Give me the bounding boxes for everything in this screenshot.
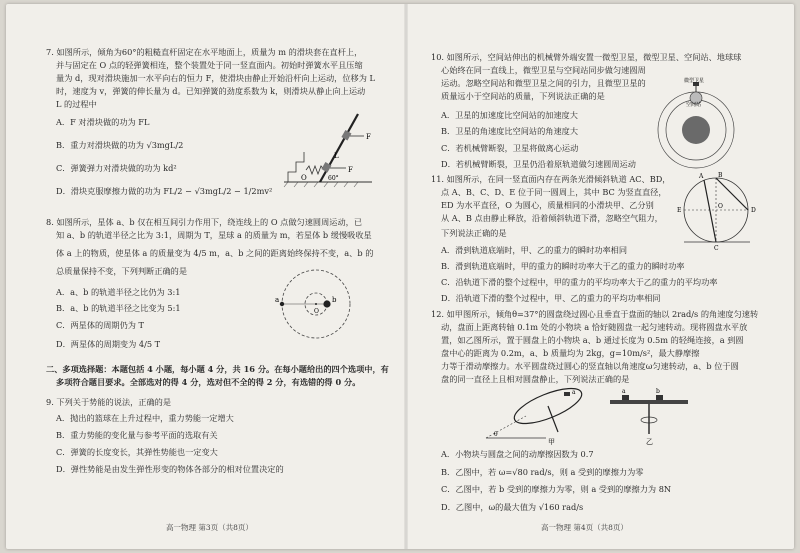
q7-line: 并与固定在 O 点的轻弹簧相连，整个装置处于同一竖直面内。初始时弹簧水平且压缩: [56, 60, 363, 70]
right-page-footer: 高一物理 第4页（共8页）: [541, 523, 628, 532]
q11-option-a: A．滑到轨道底端时，甲、乙的重力的瞬时功率相同: [441, 245, 628, 255]
q7-line: 量为 d，现对滑块施加一水平向右的恒力 F，使滑块由静止开始沿杆向上运动，位移为 L: [56, 73, 375, 83]
q8-figure: [272, 266, 362, 346]
q9-option-a: A．抛出的篮球在上升过程中，重力势能一定增大: [56, 413, 234, 423]
q9-stem: 9. 下列关于势能的说法，正确的是: [46, 397, 172, 407]
q8-option-b: B．a、b 的轨道半径之比变为 5:1: [56, 303, 181, 313]
section-two-heading: 二、多项选择题：本题包括 4 小题，每小题 4 分，共 16 分。在每小题给出的四个选项中，有: [46, 364, 389, 374]
angle-label: θ: [494, 431, 498, 438]
q10-line: 运动。忽略空间站和微型卫星之间的引力，且微型卫星的: [441, 78, 646, 88]
q9-option-c: C．弹簧的长度变长，其弹性势能也一定变大: [56, 447, 218, 457]
q11-line: 从 A、B 点由静止释放，沿着倾斜轨道下滑，忽略空气阻力，: [441, 213, 663, 223]
block-label: a: [622, 388, 626, 395]
q8-option-c: C．两星体的周期仍为 T: [56, 320, 145, 330]
q12-option-b: B．乙图中，若 ω=√80 rad/s，则 a 受到的摩擦力为零: [441, 467, 644, 477]
q12-line: 12. 如甲图所示，倾角θ=37°的圆盘绕过圆心且垂直于盘面的轴以 2rad/s 的角速度匀速转: [431, 309, 759, 319]
q7-option-d: D．滑块克服摩擦力做的功为 FL/2 − √3mgL/2 − 1/2mv²: [56, 186, 273, 196]
point-label: B: [718, 172, 723, 179]
q7-option-b: B．重力对滑块做的功为 √3mgL/2: [56, 140, 184, 150]
point-o-label: O: [314, 308, 319, 315]
displacement-label: L: [334, 152, 339, 160]
q12-line: 置，如乙图所示，置于圆盘上的小物块 a、b 通过长度为 0.5m 的轻绳连接，a 到圆: [441, 335, 744, 345]
force-label: F: [366, 133, 371, 141]
q10-option-d: D．若机械臂断裂，卫星仍沿着原轨道做匀速圆周运动: [441, 159, 636, 169]
q8-option-d: D．两星体的周期变为 4/5 T: [56, 339, 161, 349]
point-label: A: [699, 173, 704, 180]
q8-option-a: A．a、b 的轨道半径之比仍为 3:1: [56, 287, 181, 297]
q10-option-c: C．若机械臂断裂，卫星将做离心运动: [441, 143, 579, 153]
q11-figure: [674, 172, 764, 252]
q11-line: ED 为水平直径，O 为圆心，质量相同的小滑块甲、乙分别: [441, 200, 654, 210]
q11-line: 11. 如图所示，在同一竖直面内存在两条光滑倾斜轨道 AC、BD，: [431, 174, 671, 184]
block-label: a: [572, 389, 576, 396]
q8-line: 知 a、b 的轨道半径之比为 3:1，周期为 T，星球 a 的质量为 m，若星体 b 缓慢吸收星: [56, 230, 372, 240]
q7-figure: [284, 106, 374, 191]
page-fold: [404, 4, 408, 549]
q7-line: L 的过程中: [56, 99, 97, 109]
q12-line: 盘的同一直径上且相对圆盘静止，下列说法正确的是: [441, 374, 630, 384]
q7-option-c: C．弹簧弹力对滑块做的功为 kd²: [56, 163, 177, 173]
satellite-label: 微型卫星: [684, 78, 705, 84]
q10-option-a: A．卫星的加速度比空间站的加速度大: [441, 110, 578, 120]
q12-figure-a: [486, 382, 596, 444]
q12-option-c: C．乙图中，若 b 受到的摩擦力为零，则 a 受到的摩擦力为 8N: [441, 484, 672, 494]
q8-line: 总质量保持不变，下列判断正确的是: [56, 266, 188, 276]
point-label: D: [751, 207, 756, 214]
q8-line: 8. 如图所示，星体 a、b 仅在相互间引力作用下，绕连线上的 O 点做匀速圆周运动，已: [46, 217, 363, 227]
q11-line: 点 A、B、C、D、E 位于同一圆周上，其中 BC 为竖直直径，: [441, 187, 667, 197]
angle-label: 60°: [328, 175, 339, 182]
block-label: b: [656, 388, 660, 395]
q12-line: 动，盘面上距离转轴 0.1m 处的小物块 a 恰好随圆盘一起匀速转动。现将圆盘水平放: [441, 322, 748, 332]
force-label: F: [348, 166, 353, 174]
q9-option-d: D．弹性势能是由发生弹性形变的物体各部分的相对位置决定的: [56, 464, 284, 474]
q11-option-b: B．滑到轨道底端时，甲的重力的瞬时功率大于乙的重力的瞬时功率: [441, 261, 685, 271]
station-label: 空间站: [686, 102, 702, 108]
point-o-label: O: [301, 174, 307, 182]
q10-line: 心始终在同一直线上，微型卫星与空间站同步做匀速圆周: [441, 65, 646, 75]
star-b-label: b: [332, 296, 337, 304]
q8-line: 体 a 上的物质，使星体 a 的质量变为 4/5 m，a、b 之间的距离始终保持不变，a、b 的: [56, 248, 374, 258]
star-a-label: a: [275, 296, 280, 304]
q11-line: 下列说法正确的是: [441, 228, 507, 238]
q12-line: 力等于滑动摩擦力。水平圆盘绕过圆心的竖直轴以角速度ω匀速转动，a、b 位于圆: [441, 361, 739, 371]
q9-option-b: B．重力势能的变化量与参考平面的选取有关: [56, 430, 218, 440]
q10-line: 质量远小于空间站的质量，下列说法正确的是: [441, 91, 605, 101]
exam-sheet: [6, 4, 794, 549]
q7-line: 时，速度为 v，弹簧的伸长量为 d。已知弹簧的劲度系数为 k，则滑块从静止向上运动: [56, 86, 366, 96]
point-label: E: [677, 207, 682, 214]
point-label: O: [718, 203, 723, 210]
section-two-heading: 多项符合题目要求。全部选对的得 4 分，选对但不全的得 2 分，有选错的得 0 分。: [56, 377, 361, 387]
figure-caption: 乙: [646, 438, 653, 446]
q7-line: 7. 如图所示，倾角为60°的粗糙直杆固定在水平地面上，质量为 m 的滑块套在直杆上，: [46, 47, 363, 57]
left-page-footer: 高一物理 第3页（共8页）: [166, 523, 253, 532]
q11-option-c: C．沿轨道下滑的整个过程中，甲的重力的平均功率大于乙的重力的平均功率: [441, 277, 718, 287]
q10-option-b: B．卫星的角速度比空间站的角速度大: [441, 126, 579, 136]
q11-option-d: D．沿轨道下滑的整个过程中，甲、乙的重力的平均功率相同: [441, 293, 661, 303]
q10-figure: [658, 74, 738, 174]
q12-option-d: D．乙图中，ω的最大值为 √160 rad/s: [441, 502, 584, 512]
q10-line: 10. 如图所示，空间站伸出的机械臂外端安置一微型卫星，微型卫星、空间站、地球球: [431, 52, 742, 62]
q12-figure-b: [606, 384, 696, 446]
q12-line: 盘中心的距离为 0.2m，a、b 质量均为 2kg，g=10m/s²，最大静摩擦: [441, 348, 700, 358]
q12-option-a: A．小物块与圆盘之间的动摩擦因数为 0.7: [441, 449, 594, 459]
point-label: C: [714, 245, 719, 252]
figure-caption: 甲: [548, 438, 555, 446]
q7-option-a: A．F 对滑块做的功为 FL: [56, 117, 150, 127]
